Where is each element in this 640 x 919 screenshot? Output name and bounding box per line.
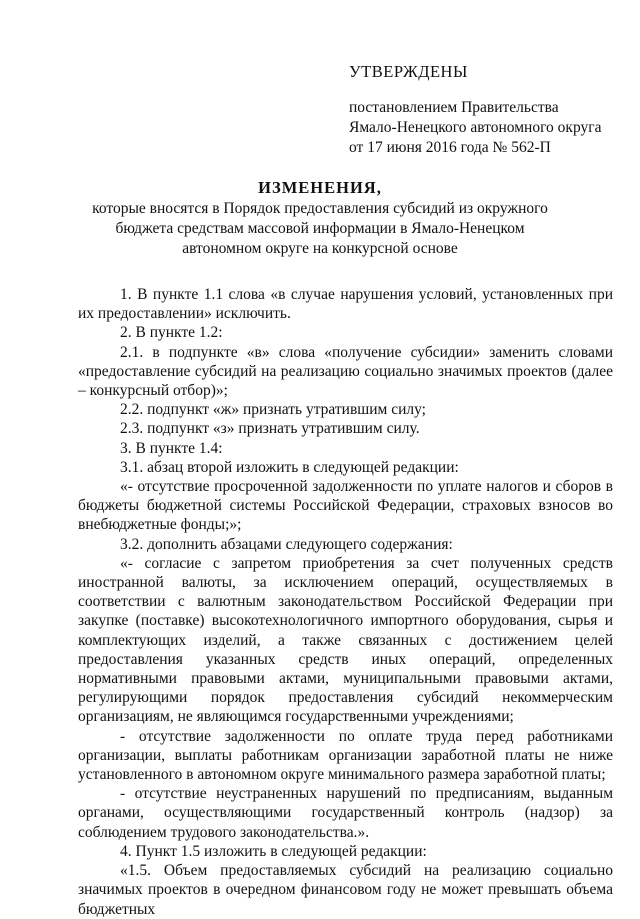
paragraph: 3.2. дополнить абзацами следующего содержания: [120,535,453,553]
paragraph: «1.5. Объем предоставляемых субсидий на реализацию социально значимых проектов в очередном финансовом году не может превышать объема бюджетных [78,862,613,918]
document-body [78,285,613,919]
paragraph: 2. В пункте 1.2: [120,324,223,342]
approval-title: УТВЕРЖДЕНЫ [349,62,468,81]
paragraph: 3. В пункте 1.4: [120,439,223,457]
approval-line-3: от 17 июня 2016 года № 562-П [349,139,551,156]
document-heading [60,178,580,259]
paragraph: 2.1. в подпункте «в» слова «получение субсидии» заменить словами «предоставление субсидий на реализацию социально значимых проектов (далее – конкурсный отбор)»; [78,343,613,400]
paragraph: 2.2. подпункт «ж» признать утратившим силу; [120,401,426,419]
approval-line-1: постановлением Правительства [349,99,559,116]
heading-line-3: автономном округе на конкурсной основе [182,240,458,257]
paragraph: «- согласие с запретом приобретения за счет полученных средств иностранной валюты, за исключением операций, осуществляемых в соответствии с валютным законодательством Российской Федерации при закупке (поставке) высокотехнологичного импортного оборудования, сырья и комплектующих изделий, а также связанных с достижением целей предоставления указанных средств иных операций, определенных нормативными правовыми актами, муниципальными правовыми актами, регулирующими порядок предоставления субсидий некоммерческим организациям, не являющимся государственными учреждениями; [78,554,613,726]
approval-block [349,62,619,158]
heading-line-2: бюджета средствам массовой информации в Ямало-Ненецком [115,220,525,237]
document-title: ИЗМЕНЕНИЯ, [258,178,382,197]
paragraph: 4. Пункт 1.5 изложить в следующей редакции: [120,842,427,860]
paragraph: - отсутствие неустраненных нарушений по предписаниям, выданным органами, осуществляющими государственный контроль (надзор) за соблюдением трудового законодательства.». [78,785,613,841]
approval-line-2: Ямало-Ненецкого автономного округа [349,119,602,136]
paragraph: «- отсутствие просроченной задолженности по уплате налогов и сборов в бюджеты бюджетной системы Российской Федерации, страховых взносов во внебюджетные фонды;»; [78,478,613,534]
paragraph: 1. В пункте 1.1 слова «в случае нарушения условий, установленных при их предоставлении» исключить. [78,286,613,323]
paragraph: 3.1. абзац второй изложить в следующей редакции: [120,458,459,476]
paragraph: 2.3. подпункт «з» признать утратившим силу. [120,420,420,438]
paragraph: - отсутствие задолженности по оплате труда перед работниками организации, выплаты работникам организации заработной платы не ниже установленного в автономном округе минимального размера заработной платы; [78,727,613,784]
heading-line-1: которые вносятся в Порядок предоставления субсидий из окружного [92,200,548,217]
